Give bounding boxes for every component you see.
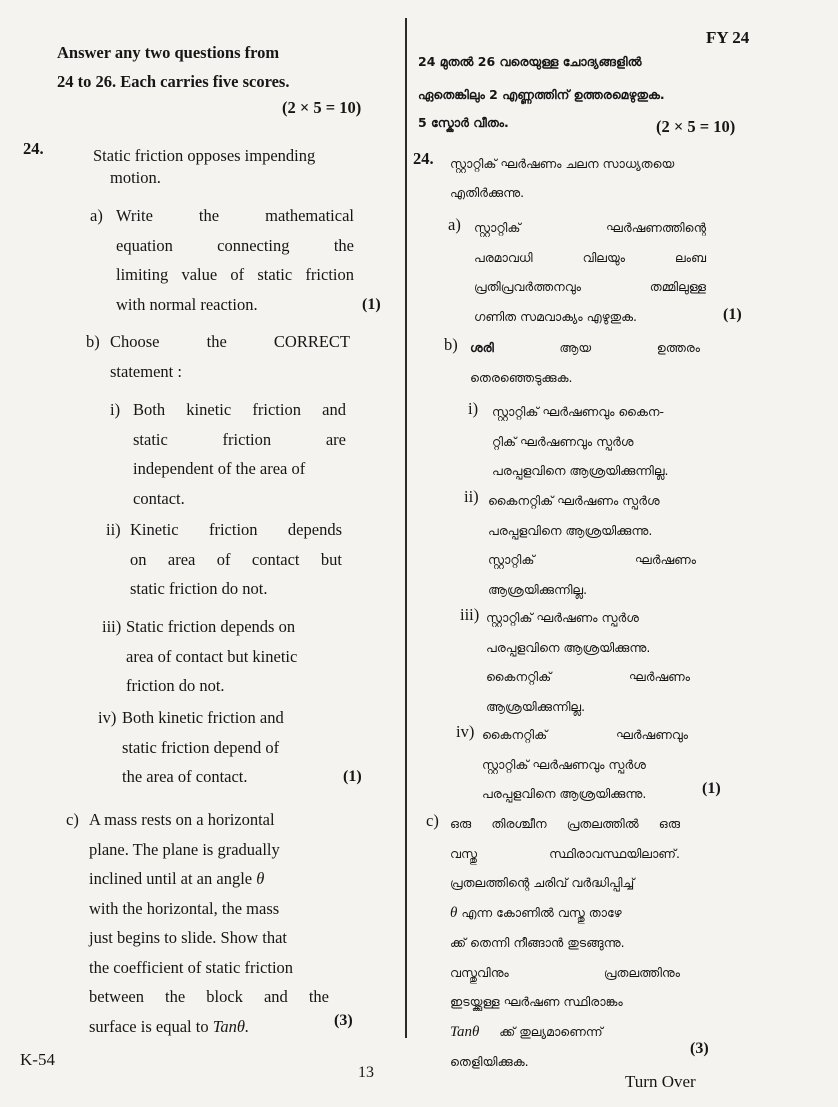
option-label: iii) [102, 617, 122, 636]
text-line: ആശ്രയിക്കുന്നില്ല. [488, 581, 588, 597]
question-intro: motion. [110, 168, 161, 187]
part-b-text [110, 327, 350, 386]
text-line: on area of contact but [130, 549, 342, 569]
option-text [492, 397, 700, 486]
text-line: friction do not. [126, 676, 225, 695]
sub-label-a: a) [90, 206, 103, 225]
option-label: ii) [106, 520, 121, 539]
text-line: contact. [133, 488, 185, 508]
option-label: iv) [456, 722, 475, 741]
marks-a: (1) [362, 296, 381, 313]
text-line: സ്റ്റാറ്റിക് ഘർഷണം സ്പർശ [486, 610, 639, 625]
text-line: ഇടയ്ക്കുള്ള ഘർഷണ സ്ഥിരാങ്കം [450, 994, 623, 1009]
text-line: Kinetic friction depends [130, 520, 342, 539]
option-label: i) [110, 400, 121, 419]
instruction-line: 24 മുതൽ 26 വരെയുള്ള ചോദ്യങ്ങളിൽ [418, 54, 642, 69]
text-line: വസ്തു സ്ഥിരാവസ്ഥയിലാണ്. [450, 845, 680, 861]
text-line [89, 1012, 329, 1042]
column-divider [405, 18, 407, 1038]
question-intro: സ്റ്റാറ്റിക് ഘർഷണം ചലന സാധ്യതയെ [450, 156, 675, 171]
text-line: പരമാവധി വിലയും ലംബ [474, 249, 706, 265]
marks-b: (1) [702, 780, 721, 797]
text-line: Both kinetic friction and [133, 400, 346, 419]
text-line: പരപ്പളവിനെ ആശ്രയിക്കുന്നു. [482, 786, 647, 801]
text-fragment: ക്ക് തുല്യമാണെന്ന് [499, 1023, 603, 1039]
sub-label-b: b) [444, 335, 458, 354]
text-line: the coefficient of static friction [89, 957, 294, 977]
text-line: A mass rests on a horizontal [89, 810, 275, 829]
text-line: പരപ്പളവിനെ ആശ്രയിക്കുന്നു. [488, 522, 653, 538]
text-line: area of contact but kinetic [126, 646, 298, 666]
instruction-marks: (2 × 5 = 10) [656, 117, 736, 136]
text-line: കൈനറ്റിക് ഘർഷണം സ്പർശ [488, 493, 660, 508]
text-line: static friction are [133, 429, 346, 449]
theta-symbol: θ [450, 904, 458, 921]
option-text [130, 515, 342, 604]
text-line: റ്റിക് ഘർഷണവും സ്പർശ [492, 433, 634, 449]
text-line: with normal reaction. [116, 294, 258, 314]
paper-code: FY 24 [706, 28, 750, 47]
text-line: limiting value of static friction [116, 265, 354, 284]
question-number: 24. [413, 149, 434, 168]
text-line: ക്ക് തെന്നി നീങ്ങാൻ തുടങ്ങുന്നു. [450, 935, 625, 950]
text-line: ഗണിത സമവാക്യം എഴുതുക. [474, 308, 638, 324]
sub-label-a: a) [448, 215, 461, 234]
instruction-line: Answer any two questions from [57, 43, 280, 62]
part-b-text [470, 333, 700, 392]
sub-label-c: c) [66, 810, 79, 829]
text-line: പ്രതലത്തിന്റെ ചരിവ് വർദ്ധിപ്പിച്ച് [450, 875, 635, 890]
option-label: iii) [460, 605, 480, 624]
part-c-text [89, 805, 329, 1041]
text-line: with the horizontal, the mass [89, 898, 280, 918]
turn-over: Turn Over [625, 1072, 696, 1091]
text-line: Write the mathematical [116, 206, 354, 225]
instruction-line: ഏതെങ്കിലും 2 എണ്ണത്തിന് ഉത്തരമെഴുതുക. [418, 87, 665, 102]
footer-code: K-54 [20, 1050, 55, 1069]
theta-symbol: θ [256, 869, 265, 888]
text-line [450, 1017, 680, 1048]
option-text [133, 395, 346, 513]
marks-c: (3) [690, 1040, 709, 1057]
option-text [122, 703, 336, 792]
part-a-text [474, 213, 706, 331]
page-number: 13 [358, 1064, 374, 1081]
text-line: independent of the area of [133, 459, 306, 478]
option-text [486, 603, 690, 721]
text-line: Static friction depends on [126, 617, 296, 636]
sub-label-b: b) [86, 332, 100, 351]
option-label: i) [468, 399, 479, 418]
text-line [89, 864, 329, 894]
text-line: കൈനറ്റിക് ഘർഷണം [486, 669, 690, 684]
text-fragment: എന്ന കോണിൽ വസ്തു താഴേ [461, 904, 622, 920]
text-line: സ്റ്റാറ്റിക് ഘർഷണത്തിന്റെ [474, 220, 706, 235]
text-line: equation connecting the [116, 235, 354, 255]
text-line: static friction depend of [122, 737, 280, 757]
question-intro: Static friction opposes impending [93, 146, 316, 165]
text-line: പരപ്പളവിനെ ആശ്രയിക്കുന്നു. [486, 639, 651, 655]
text-line: പ്രതിപ്രവർത്തനവും തമ്മിലുള്ള [474, 279, 706, 294]
text-line: സ്റ്റാറ്റിക് ഘർഷണവും സ്പർശ [482, 756, 646, 772]
option-text [488, 486, 696, 604]
instruction-marks: (2 × 5 = 10) [282, 98, 362, 117]
text-line: സ്റ്റാറ്റിക് ഘർഷണവും കൈന- [492, 404, 665, 419]
text-line: തെളിയിക്കുക. [450, 1054, 529, 1069]
marks-c: (3) [334, 1012, 353, 1029]
sub-label-c: c) [426, 811, 439, 830]
text-line: just begins to slide. Show that [89, 928, 287, 947]
question-number: 24. [23, 139, 44, 158]
tan-theta: Tanθ [450, 1023, 480, 1040]
text-line [450, 898, 680, 929]
text-line [470, 333, 700, 363]
text-line: between the block and the [89, 987, 329, 1006]
question-intro: എതിർക്കുന്നു. [450, 185, 525, 200]
text-line: തെരഞ്ഞെടുക്കുക. [470, 369, 573, 385]
text-line: സ്റ്റാറ്റിക് ഘർഷണം [488, 552, 696, 567]
text-line: വസ്തുവിനും പ്രതലത്തിനും [450, 964, 680, 980]
text-line: the area of contact. [122, 767, 248, 786]
option-text [482, 720, 688, 809]
part-c-text [450, 809, 680, 1077]
marks-b: (1) [343, 768, 362, 785]
text-line: statement : [110, 361, 182, 381]
option-label: ii) [464, 487, 479, 506]
text-fragment: ആയ ഉത്തരം [559, 340, 700, 355]
instruction-line: 24 to 26. Each carries five scores. [57, 72, 290, 91]
text-line: plane. The plane is gradually [89, 839, 280, 859]
text-line: static friction do not. [130, 579, 268, 598]
part-a-text [116, 201, 354, 319]
correct-word: ശരി [470, 340, 494, 355]
text-line: Choose the CORRECT [110, 332, 350, 351]
instruction-line: 5 സ്കോർ വീതം. [418, 115, 509, 130]
text-line: പരപ്പളവിനെ ആശ്രയിക്കുന്നില്ല. [492, 463, 669, 478]
marks-a: (1) [723, 306, 742, 323]
option-label: iv) [98, 708, 117, 727]
text-line: ആശ്രയിക്കുന്നില്ല. [486, 698, 586, 714]
text-fragment: inclined until at an angle [89, 869, 253, 888]
text-fragment: surface is equal to [89, 1016, 209, 1036]
text-line: കൈനറ്റിക് ഘർഷണവും [482, 727, 688, 742]
option-text [126, 612, 340, 701]
tan-theta: Tanθ. [212, 1016, 250, 1036]
text-line: ഒരു തിരശ്ചീന പ്രതലത്തിൽ ഒരു [450, 816, 680, 831]
text-line: Both kinetic friction and [122, 708, 284, 727]
